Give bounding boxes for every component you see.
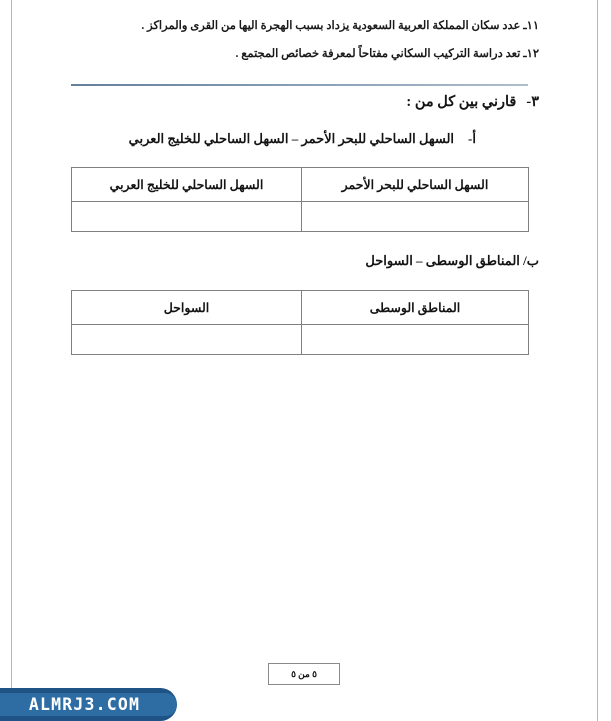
section-divider bbox=[71, 84, 528, 86]
comparison-table-a bbox=[71, 167, 529, 232]
table-a-answer-right[interactable] bbox=[302, 202, 529, 232]
question-3-prompt: قارني بين كل من : bbox=[406, 94, 517, 110]
table-row bbox=[72, 168, 529, 202]
section-a-label bbox=[129, 131, 476, 147]
page-right-rule bbox=[597, 0, 598, 721]
table-row bbox=[72, 325, 529, 355]
section-a-text: السهل الساحلي للبحر الأحمر – السهل الساحلي للخليج العربي bbox=[128, 131, 455, 146]
page-left-rule bbox=[11, 0, 12, 721]
watermark-text: ALMRJ3.COM bbox=[28, 695, 141, 714]
section-b-label: ب/ المناطق الوسطى – السواحل bbox=[365, 253, 539, 268]
section-a-marker: أ- bbox=[468, 131, 476, 146]
table-b-answer-left[interactable] bbox=[72, 325, 302, 355]
question-3 bbox=[406, 94, 539, 111]
table-row bbox=[72, 291, 529, 325]
statement-11: ١١ـ عدد سكان المملكة العربية السعودية يزداد بسبب الهجرة اليها من القرى والمراكز . bbox=[141, 20, 539, 32]
table-row bbox=[72, 202, 529, 232]
table-a-header-right: السهل الساحلي للبحر الأحمر bbox=[302, 168, 529, 202]
table-b-header-left: السواحل bbox=[72, 291, 302, 325]
table-b-answer-right[interactable] bbox=[302, 325, 529, 355]
table-b-header-right: المناطق الوسطى bbox=[302, 291, 529, 325]
question-3-number: ٣- bbox=[526, 94, 539, 110]
table-a-header-left: السهل الساحلي للخليج العربي bbox=[72, 168, 302, 202]
comparison-table-b bbox=[71, 290, 529, 355]
page-number-box: ٥ من ٥ bbox=[268, 663, 340, 685]
table-a-answer-left[interactable] bbox=[72, 202, 302, 232]
statement-12: ١٢ـ تعد دراسة التركيب السكاني مفتاحاً لمعرفة خصائص المجتمع . bbox=[235, 48, 539, 60]
watermark-banner bbox=[0, 688, 177, 721]
